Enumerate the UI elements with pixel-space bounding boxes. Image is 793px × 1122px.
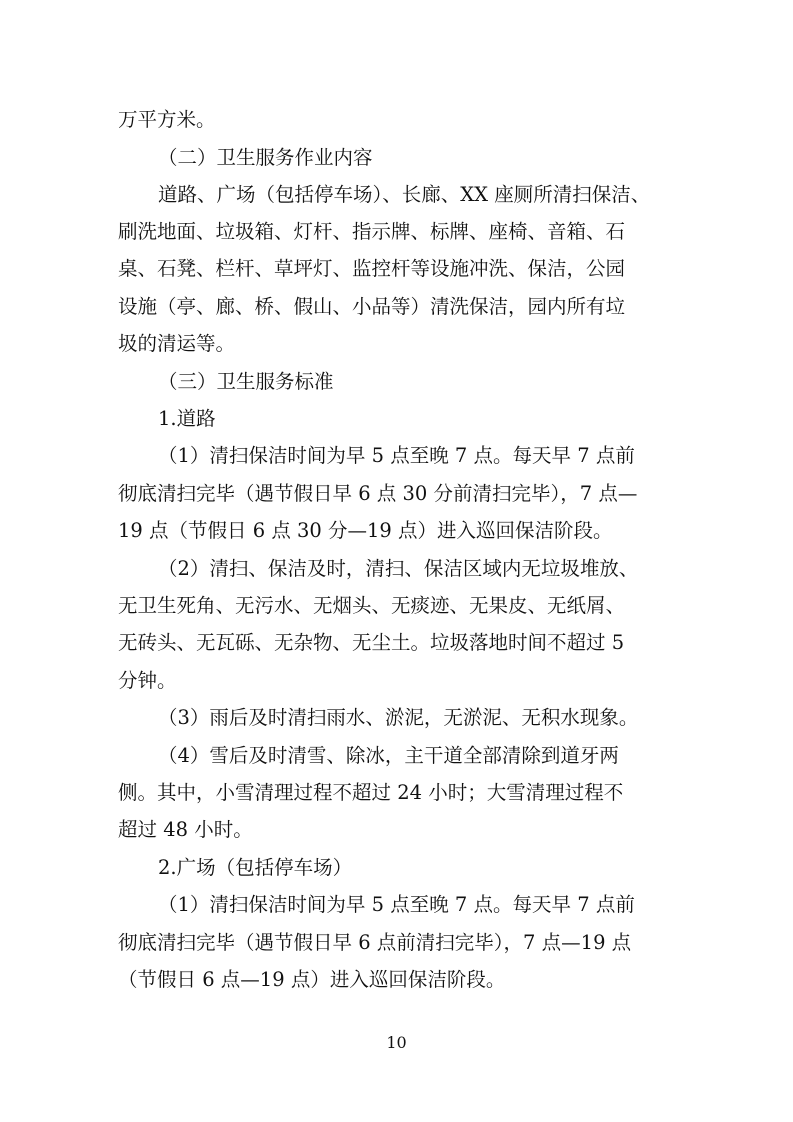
text-line: 万平方米。 — [118, 108, 216, 131]
paragraph-line: 道路、广场（包括停车场）、长廊、XX 座厕所清扫保洁、 — [158, 183, 651, 206]
paragraph-line: 无卫生死角、无污水、无烟头、无痰迹、无果皮、无纸屑、 — [118, 594, 626, 617]
paragraph-line: 超过 48 小时。 — [118, 818, 253, 841]
paragraph-line: 彻底清扫完毕（遇节假日早 6 点前清扫完毕），7 点—19 点 — [118, 931, 632, 954]
page-number: 10 — [386, 1033, 407, 1052]
paragraph-line: 19 点（节假日 6 点 30 分—19 点）进入巡回保洁阶段。 — [118, 519, 613, 542]
section-heading: （二）卫生服务作业内容 — [158, 146, 373, 169]
paragraph-line: 无砖头、无瓦砾、无杂物、无尘土。垃圾落地时间不超过 5 — [118, 631, 625, 654]
section-heading: （三）卫生服务标准 — [158, 370, 334, 393]
subsection-heading: 2.广场（包括停车场） — [158, 856, 353, 879]
paragraph-line: 圾的清运等。 — [118, 332, 236, 355]
paragraph-line: （4）雪后及时清雪、除冰，主干道全部清除到道牙两 — [158, 744, 619, 767]
subsection-heading: 1.道路 — [158, 407, 216, 430]
paragraph-line: （3）雨后及时清扫雨水、淤泥，无淤泥、无积水现象。 — [158, 706, 639, 729]
paragraph-line: 设施（亭、廊、桥、假山、小品等）清洗保洁，园内所有垃 — [118, 295, 626, 318]
paragraph-line: 彻底清扫完毕（遇节假日早 6 点 30 分前清扫完毕），7 点— — [118, 482, 638, 505]
paragraph-line: （1）清扫保洁时间为早 5 点至晚 7 点。每天早 7 点前 — [158, 444, 635, 467]
paragraph-line: 刷洗地面、垃圾箱、灯杆、指示牌、标牌、座椅、音箱、石 — [118, 220, 626, 243]
paragraph-line: （节假日 6 点—19 点）进入巡回保洁阶段。 — [118, 968, 506, 991]
paragraph-line: 分钟。 — [118, 669, 177, 692]
paragraph-line: （2）清扫、保洁及时，清扫、保洁区域内无垃圾堆放、 — [158, 557, 639, 580]
paragraph-line: （1）清扫保洁时间为早 5 点至晚 7 点。每天早 7 点前 — [158, 893, 635, 916]
paragraph-line: 桌、石凳、栏杆、草坪灯、监控杆等设施冲洗、保洁，公园 — [118, 257, 626, 280]
paragraph-line: 侧。其中，小雪清理过程不超过 24 小时；大雪清理过程不 — [118, 781, 624, 804]
